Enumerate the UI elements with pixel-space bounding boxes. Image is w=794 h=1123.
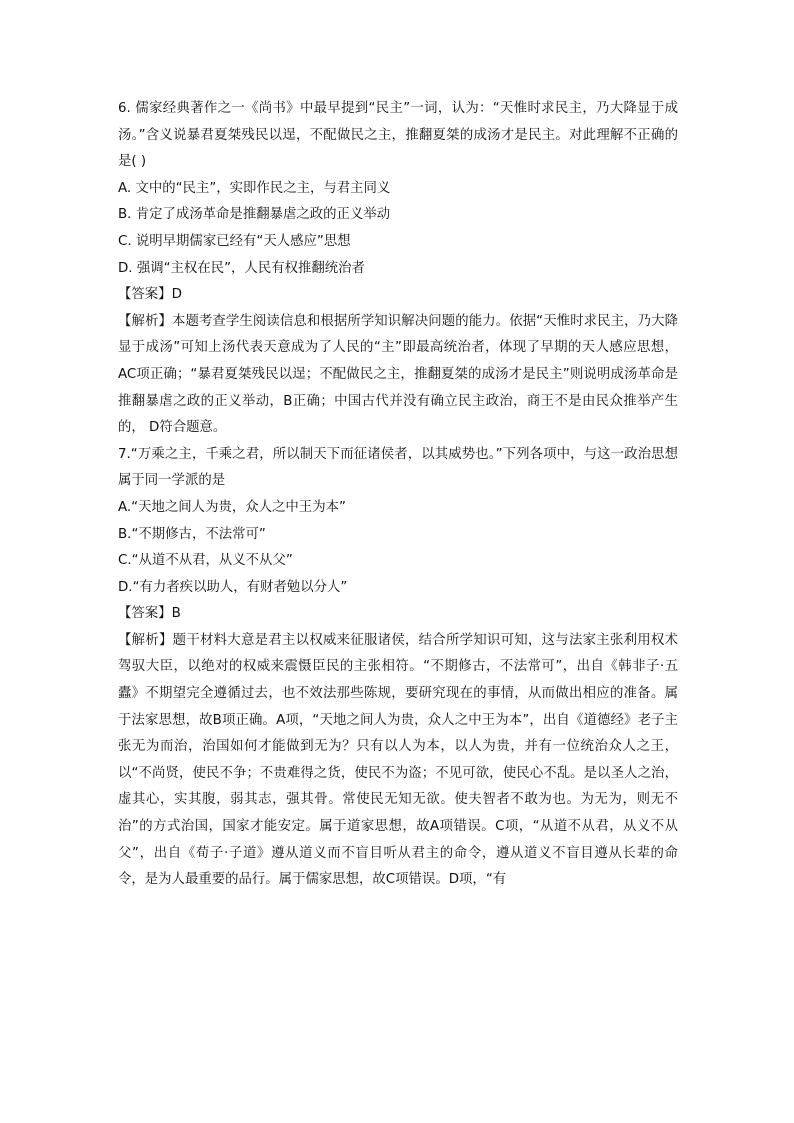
question-6-option-a: A. 文中的“民主”，实即作民之主，与君主同义 [118, 180, 391, 196]
question-6-analysis [118, 309, 678, 442]
question-7-option-a: A.“天地之间人为贵，众人之中王为本” [118, 499, 346, 515]
question-7-analysis [118, 628, 678, 894]
document-page [118, 96, 678, 894]
question-7-answer [118, 601, 678, 628]
analysis-label: 【解析】 [118, 632, 173, 648]
answer-value: B [171, 606, 181, 622]
answer-label: 【答案】 [118, 606, 172, 622]
answer-label: 【答案】 [118, 287, 172, 303]
analysis-text: 题干材料大意是君主以权威来征服诸侯，结合所学知识可知，这与法家主张利用权术驾驭大臣，以绝对的权威来震慑臣民的主张相符。“不期修古，不法常可”，出自《韩非子·五蠹》不期望完全遵循过去，也不效法那些陈规，要研究现在的事情，从而做出相应的准备。属于法家思想，故B项正确。A项，“天地之间人为贵，众人之中王为本”，出自《道德经》老子主张无为而治，治国如何才能做到无为？只有以人为本，以人为贵，并有一位统治众人之王，以“不尚贤，使民不争；不贵难得之货，使民不为盗；不见可欲，使民心不乱。是以圣人之治，虚其心，实其腹，弱其志，强其骨。常使民无知无欲。使夫智者不敢为也。为无为，则无不治”的方式治国，国家才能安定。属于道家思想，故A项错误。C项，“从道不从君，从义不从父”，出自《荀子·子道》遵从道义而不盲目听从君主的命令，遵从道义不盲目遵从长辈的命令，是为人最重要的品行。属于儒家思想，故C项错误。D项，“有 [118, 632, 679, 888]
analysis-text: 本题考查学生阅读信息和根据所学知识解决问题的能力。依据“天惟时求民主，乃大降显于成汤”可知上汤代表天意成为了人民的“主”即最高统治者，体现了早期的天人感应思想，AC项正确；“暴君夏桀残民以逞；不配做民之主，推翻夏桀的成汤才是民主”则说明成汤革命是推翻暴虐之政的正义举动，B正确；中国古代并没有确立民主政治，商王不是由民众推举产生的， D符合题意。 [118, 313, 679, 436]
answer-value: D [171, 287, 182, 303]
question-7-option-b: B.“不期修古，不法常可” [118, 526, 266, 542]
question-6-stem: 6. 儒家经典著作之一《尚书》中最早提到“民主”一词，认为：“天惟时求民主，乃大降显于成汤。”含义说暴君夏桀残民以逞，不配做民之主，推翻夏桀的成汤才是民主。对此理解不正确的是( ) [118, 101, 678, 170]
question-7-stem: 7.“万乘之主，千乘之君，所以制天下而征诸侯者，以其威势也。”下列各项中，与这一政治思想属于同一学派的是 [118, 446, 678, 489]
question-6-option-d: D. 强调“主权在民”，人民有权推翻统治者 [118, 260, 365, 276]
question-6-answer [118, 282, 678, 309]
question-7-option-c: C.“从道不从君，从义不从父” [118, 553, 293, 569]
analysis-label: 【解析】 [118, 313, 172, 329]
question-6-option-b: B. 肯定了成汤革命是推翻暴虐之政的正义举动 [118, 207, 391, 223]
question-6-option-c: C. 说明早期儒家已经有“天人感应”思想 [118, 233, 351, 249]
question-7-option-d: D.“有力者疾以助人，有财者勉以分人” [118, 579, 348, 595]
